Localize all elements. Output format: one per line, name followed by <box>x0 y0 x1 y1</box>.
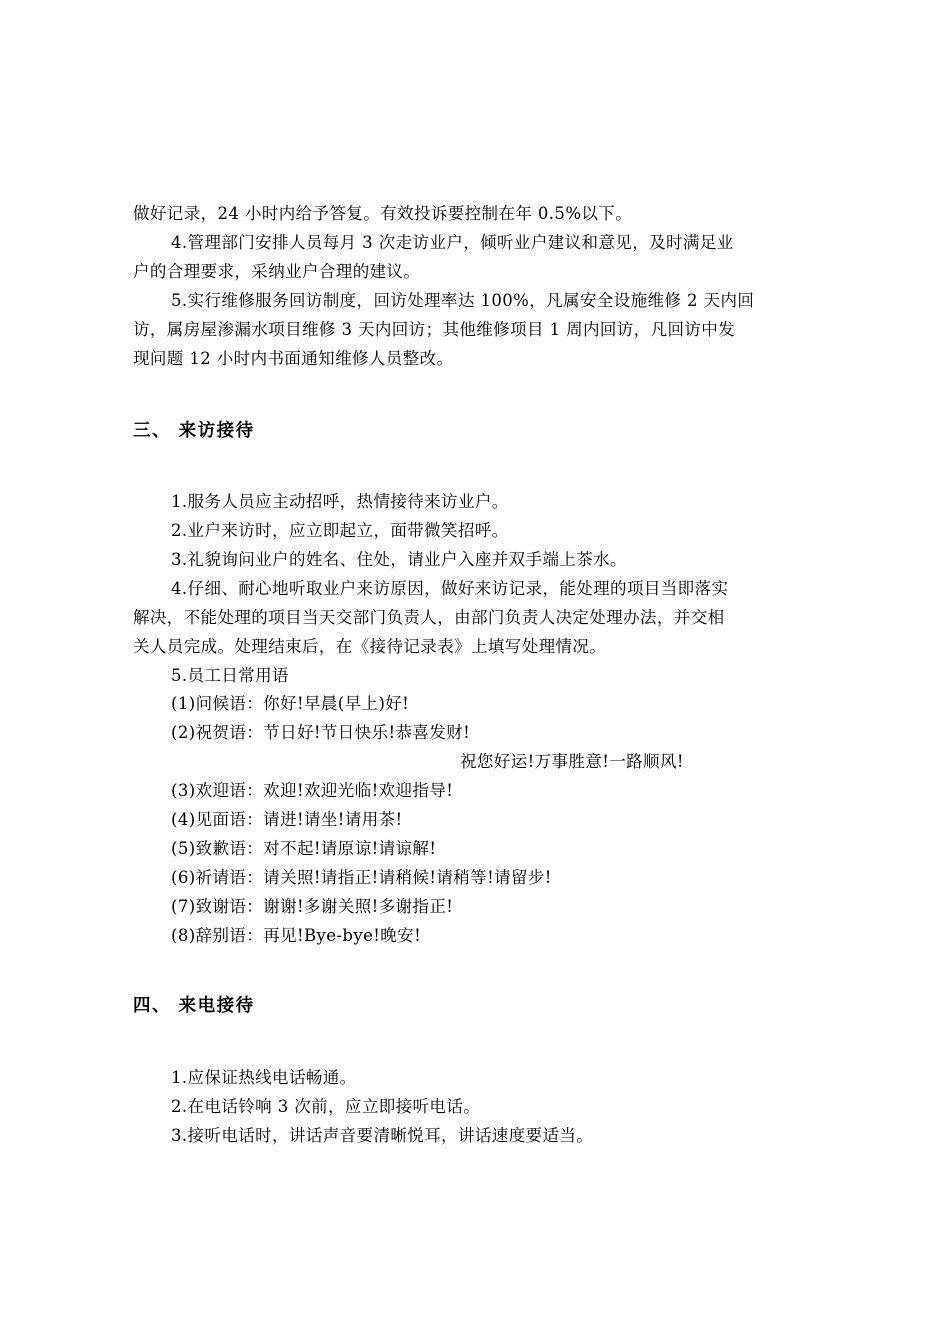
section-heading-visitor-reception: 三、 来访接待 <box>133 421 255 441</box>
phrase-item: (2)祝贺语：节日好!节日快乐!恭喜发财! <box>171 723 471 742</box>
list-item: 3.礼貌询问业户的姓名、住处，请业户入座并双手端上茶水。 <box>171 550 627 569</box>
phrase-item: (1)问候语：你好!早晨(早上)好! <box>171 694 410 713</box>
phrase-item: (4)见面语：请进!请坐!请用茶! <box>171 810 403 829</box>
paragraph-line: 访，属房屋渗漏水项目维修 3 天内回访；其他维修项目 1 周内回访，凡回访中发 <box>133 320 736 339</box>
phrase-item: (6)祈请语：请关照!请指正!请稍候!请稍等!请留步! <box>171 868 552 887</box>
list-item: 2.业户来访时，应立即起立，面带微笑招呼。 <box>171 521 509 540</box>
paragraph-line: 5.实行维修服务回访制度，回访处理率达 100%，凡属安全设施维修 2 天内回 <box>171 291 755 310</box>
paragraph-line: 解决，不能处理的项目当天交部门负责人，由部门负责人决定处理办法，并交相 <box>133 608 725 627</box>
list-item: 3.接听电话时，讲话声音要清晰悦耳，讲话速度要适当。 <box>171 1126 594 1145</box>
list-item: 2.在电话铃响 3 次前，应立即接听电话。 <box>171 1097 481 1116</box>
paragraph-line: 4.管理部门安排人员每月 3 次走访业户，倾听业户建议和意见，及时满足业 <box>171 233 734 252</box>
phrase-item: (3)欢迎语：欢迎!欢迎光临!欢迎指导! <box>171 781 454 800</box>
phrase-item-continuation: 祝您好运!万事胜意!一路顺风! <box>460 752 684 771</box>
list-item: 4.仔细、耐心地听取业户来访原因，做好来访记录，能处理的项目当即落实 <box>171 579 729 598</box>
phrase-item: (8)辞别语：再见!Bye-bye!晚安! <box>171 926 422 945</box>
list-item: 1.应保证热线电话畅通。 <box>171 1068 357 1087</box>
phrase-item: (5)致歉语：对不起!请原谅!请谅解! <box>171 839 437 858</box>
paragraph-line: 关人员完成。处理结束后，在《接待记录表》上填写处理情况。 <box>133 637 607 656</box>
list-item: 5.员工日常用语 <box>171 666 289 685</box>
paragraph-line: 做好记录，24 小时内给予答复。有效投诉要控制在年 0.5%以下。 <box>133 204 633 223</box>
phrase-item: (7)致谢语：谢谢!多谢关照!多谢指正! <box>171 897 454 916</box>
paragraph-line: 现问题 12 小时内书面通知维修人员整改。 <box>133 349 454 368</box>
section-heading-phone-reception: 四、 来电接待 <box>133 996 255 1016</box>
paragraph-line: 户的合理要求，采纳业户合理的建议。 <box>133 262 421 281</box>
list-item: 1.服务人员应主动招呼，热情接待来访业户。 <box>171 492 509 511</box>
